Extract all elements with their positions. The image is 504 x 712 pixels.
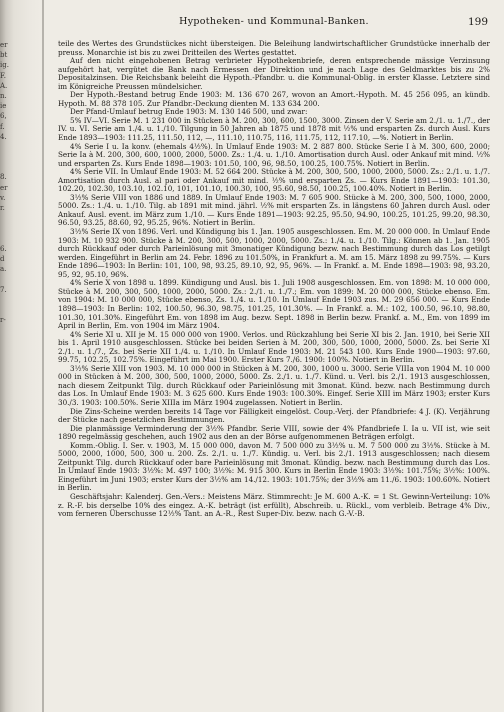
paragraph: 4% Serie VII. In Umlauf Ende 1903: M. 52 664 200. Stücke à M. 200, 300, 500, 1000, 2000, 5000. Zs.: 2./1. u. 1./7. Amortisation durch Ausl. al pari oder Ankauf mit mind. ½% und ersparten Zs. — Kurs Ende 1891—1903: 101.30, 102.20, 102.30, 103.10, 102.10, 101, 101.10, 100.30, 100, 95.60, 98.50, 100.25, 100.40%. Notiert in Berlin. (58, 167, 490, 194)
margin-fragment: A. (0, 81, 8, 90)
margin-fragment: er (0, 41, 8, 49)
margin-fragment (0, 295, 16, 305)
paragraph: 3½% Serie XIII von 1903. M. 10 000 000 in Stücken à M. 200, 300, 1000 u. 3000. Serie VIIIa von 1904 M. 10 000 000 in Stücken à M. 200, 300, 500, 1000, 2000, 5000. Zs. 2./1. u. 1./7. Künd. u. Verl. bis 2./1. 1913 ausgeschlossen, nach diesem Zeitpunkt Tilg. durch Rückkauf oder Parieinlösung mit 3monat. Künd. bezw. nach Bestimmung durch das Los. In Umlauf Ende 1903: M. 3 625 600. Kurs Ende 1903: 100.30%. Eingef. Serie XIII im März 1903; erster Kurs 30./3. 1903: 100.50%. Serie XIIIa im März 1904 zugelassen. Notiert in Berlin. (58, 363, 490, 407)
margin-fragment: d (0, 254, 5, 263)
paragraph: Die Zins-Scheine werden bereits 14 Tage vor Fälligkeit eingelöst. Coup.-Verj. der Pfandbriefe: 4 J. (K). Verjährung der Stücke nach gesetzlichen Bestimmungen. (58, 406, 490, 425)
margin-fragment: ig. (0, 61, 9, 70)
margin-fragment (0, 152, 16, 162)
margin-fragment (0, 142, 16, 152)
margin-fragment: bt (0, 51, 8, 60)
margin-fragment: ie (0, 102, 7, 111)
margin-fragment (0, 305, 16, 315)
margin-fragment: 7. (0, 285, 7, 294)
paragraph: Der Hypoth.-Bestand betrug Ende 1903: M. 136 670 267, wovon an Amort.-Hypoth. M. 45 256 095, an kündb. Hypoth. M. 88 378 105. Zur Pfandbr.-Deckung dienten M. 133 634 200. (58, 90, 490, 108)
paragraph: 4% Serie XI u. XII je M. 15 000 000 von 1900. Verlos. und Rückzahlung bei Serie XI bis 2. Jan. 1910, bei Serie XII bis 1. April 1910 ausgeschlossen. Stücke bei beiden Serien à M. 200, 300, 500, 1000, 2000, 5000. Zs. bei Serie XI 2./1. u. 1./7., Zs. bei Serie XII 1./4. u. 1./10. In Umlauf Ende 1903: M. 21 543 100. Kurs Ende 1900—1903: 97.60, 99.75, 102.25, 102.75%. Eingeführt im Mai 1900. Erster Kurs 7./6. 1900: 100%. Notiert in Berlin. (58, 329, 490, 365)
margin-fragment (0, 274, 16, 284)
margin-fragment (0, 162, 16, 172)
paragraph: Komm.-Oblig. I. Ser. v. 1903, M. 15 000 000, davon M. 7 500 000 zu 3½% u. M. 7 500 000 zu 3½%. Stücke à M. 5000, 2000, 1000, 500, 300 u. 200. Zs. 2./1. u. 1./7. Kündig. u. Verl. bis 2./1. 1913 ausgeschlossen; nach diesem Zeitpunkt Tilg. durch Rückkauf oder bare Parieinlösung mit 3monat. Kündig. bezw. nach Bestimmung durch das Los. In Umlauf Ende 1903: 3½%: M. 497 100; 3½%: M. 915 300. Kurs in Berlin Ende 1903: 3½%: 101.75%; 3½%: 100%. Eingeführt im Juni 1903; erster Kurs der 3½% am 14./12. 1903: 101.75%; der 3½% am 11./6. 1903: 100.60%. Notiert in Berlin. (58, 440, 490, 493)
margin-fragment: F. (0, 71, 6, 80)
paragraph: teile des Wertes des Grundstückes nicht übersteigen. Die Beleihung landwirtschaftlicher Grundstücke innerhalb der preuss. Monarchie ist bis zu zwei Dritteilen des Wertes gestattet. (58, 39, 490, 57)
paragraph: Die planmässige Verminderung der 3½% Pfandbr. Serie VIII, sowie der 4% Pfandbriefe I. Ia u. VII ist, wie seit 1890 regelmässig geschehen, auch 1902 aus den an der Börse aufgenommenen Beträgen erfolgt. (58, 423, 490, 442)
left-margin-fragments (0, 40, 16, 335)
margin-fragment: 6, (0, 112, 7, 121)
page-header (60, 16, 488, 30)
paragraph: Auf den nicht eingehobenen Betrag verbrieter Hypothekenbriefe, deren entsprechende mässige Verzinsung aufgehört hat, vergütet die Bank nach Ermessen der Direktion und je nach Lage des Geldmarktes bis zu 2% Depositalzinsen. Die Reichsbank beleiht die Hypoth.-Pfandbr. u. die Kommunal-Oblig. in erster Klasse. Letztere sind im Königreiche Preussen mündelsicher. (58, 56, 490, 91)
margin-fragment: er (0, 183, 8, 192)
paragraph: 3½% Serie IX von 1896. Verl. und Kündigung bis 1. Jan. 1905 ausgeschlossen. Em. M. 20 000 000. In Umlauf Ende 1903: M. 10 932 900. Stücke à M. 200, 300, 500, 1000, 2000, 5000. Zs.: 1./4. u. 1./10. Tilg.: Können ab 1. Jan. 1905 durch Rückkauf oder durch Parieinlösung mit 3monatiger Kündigung bezw. nach Bestimmung durch das Los getilgt werden. Eingeführt in Berlin am 24. Febr. 1896 zu 101.50%, in Frankfurt a. M. am 15. März 1898 zu 99.75%. — Kurs Ende 1896—1903: In Berlin: 101, 100, 98, 93.25, 89.10, 92, 95, 96%. — In Frankf. a. M. Ende 1898—1903: 98, 93.20, 95, 92, 95.10, 96%. (58, 227, 490, 279)
margin-fragment: n. (0, 91, 7, 100)
binding-fold (42, 0, 44, 712)
margin-fragment (0, 325, 16, 335)
paragraph: 4% Serie X von 1898 u. 1899. Kündigung und Ausl. bis 1. Juli 1908 ausgeschlossen. Em. von 1898: M. 10 000 000, Stücke à M. 200, 300, 500, 1000, 2000, 5000. Zs.: 2./1. u. 1./7.; Em. von 1899: M. 20 000 000, Stücke ebenso. Em. von 1904: M. 10 000 000, Stücke ebenso, Zs. 1./4. u. 1./10. In Umlauf Ende 1903 zus. M. 29 656 000. — Kurs Ende 1898—1903: In Berlin: 102, 100.50, 96.30, 98.75, 101.25, 101.30%. — In Frankf. a. M.: 102, 100.50, 96.10, 98.80, 101.30, 101.30%. Eingeführt Em. von 1898 im Aug. bezw. Sept. 1898 in Berlin bezw. Frankf. a. M., Em. von 1899 im April in Berlin, Em. von 1904 im März 1904. (58, 278, 490, 331)
margin-fragment (0, 223, 16, 233)
margin-fragment: 8. (0, 173, 7, 182)
margin-fragment: v. (0, 193, 6, 202)
page-number: 199 (467, 16, 488, 28)
margin-fragment: 4. (0, 132, 7, 141)
margin-fragment: r. (0, 204, 5, 212)
paragraph: 5% IV—VI. Serie M. 1 231 000 in Stücken à M. 200, 300, 600, 1500, 3000. Zinsen der V. Serie am 2./1. u. 1./7., der IV. u. VI. Serie am 1./4. u. 1./10. Tilgung in 50 Jahren ab 1875 und 1878 mit ½% und ersparten Zs. durch Ausl. Kurs Ende 1893—1903: 111.25, 111.50, 112, —, 111.10, 110.75, 116, 111.75, 112, 117.10, —%. Notiert in Berlin. (58, 115, 490, 143)
paragraph: 3½% Serie VIII von 1886 und 1889. In Umlauf Ende 1903: M. 7 605 900. Stücke à M. 200, 300, 500, 1000, 2000, 5000. Zs.: 1./4. u. 1./10. Tilg. ab 1891 mit mind. jährl. ½% mit ersparten Zs. in längstens 60 Jahren durch Ausl. oder Ankauf. Ausl. event. im März zum 1./10. — Kurs Ende 1891—1903: 92.25, 95.50, 94.90, 100.25, 101.25, 99.20, 98.30, 96.50, 93.25, 88.60, 92, 95.25, 96%. Notiert in Berlin. (58, 192, 490, 228)
margin-fragment (0, 213, 16, 223)
paragraph: Geschäftsjahr: Kalenderj. Gen.-Vers.: Meistens März. Stimmrecht: Je M. 600 A.-K. = 1 St. Gewinn-Verteilung: 10% z. R.-F. bis derselbe 10% des eingez. A.-K. beträgt (ist erfüllt), Abschreib. u. Rückl., vom verbleib. Betrage 4% Div., vom ferneren Überschusse 12½% Tant. an A.-R., Rest Super-Div. bezw. nach G.-V.-B. (58, 491, 490, 519)
margin-fragment: 6. (0, 244, 7, 253)
margin-fragment (0, 234, 16, 244)
paragraph: Der Pfand-Umlauf betrug Ende 1903: M. 130 146 500, und zwar: (70, 107, 308, 117)
body-text (58, 40, 490, 519)
margin-fragment: f. (0, 122, 5, 131)
margin-fragment: a. (0, 265, 7, 274)
paragraph: 4% Serie I u. Ia konv. (ehemals 4½%). In Umlauf Ende 1903: M. 2 887 800. Stücke Serie I à M. 300, 600, 2000; Serie Ia à M. 200, 300, 600, 1000, 2000, 5000. Zs.: 1./4. u. 1./10. Amortisation durch Ausl. oder Ankauf mit mind. ½% und ersparten Zs. Kurs Ende 1898—1903: 101.50, 100, 96, 98.50, 100.25, 100.75%. Notiert in Berlin. (58, 141, 490, 168)
running-title: Hypotheken- und Kommunal-Banken. (179, 16, 369, 27)
margin-fragment: r- (0, 316, 6, 325)
